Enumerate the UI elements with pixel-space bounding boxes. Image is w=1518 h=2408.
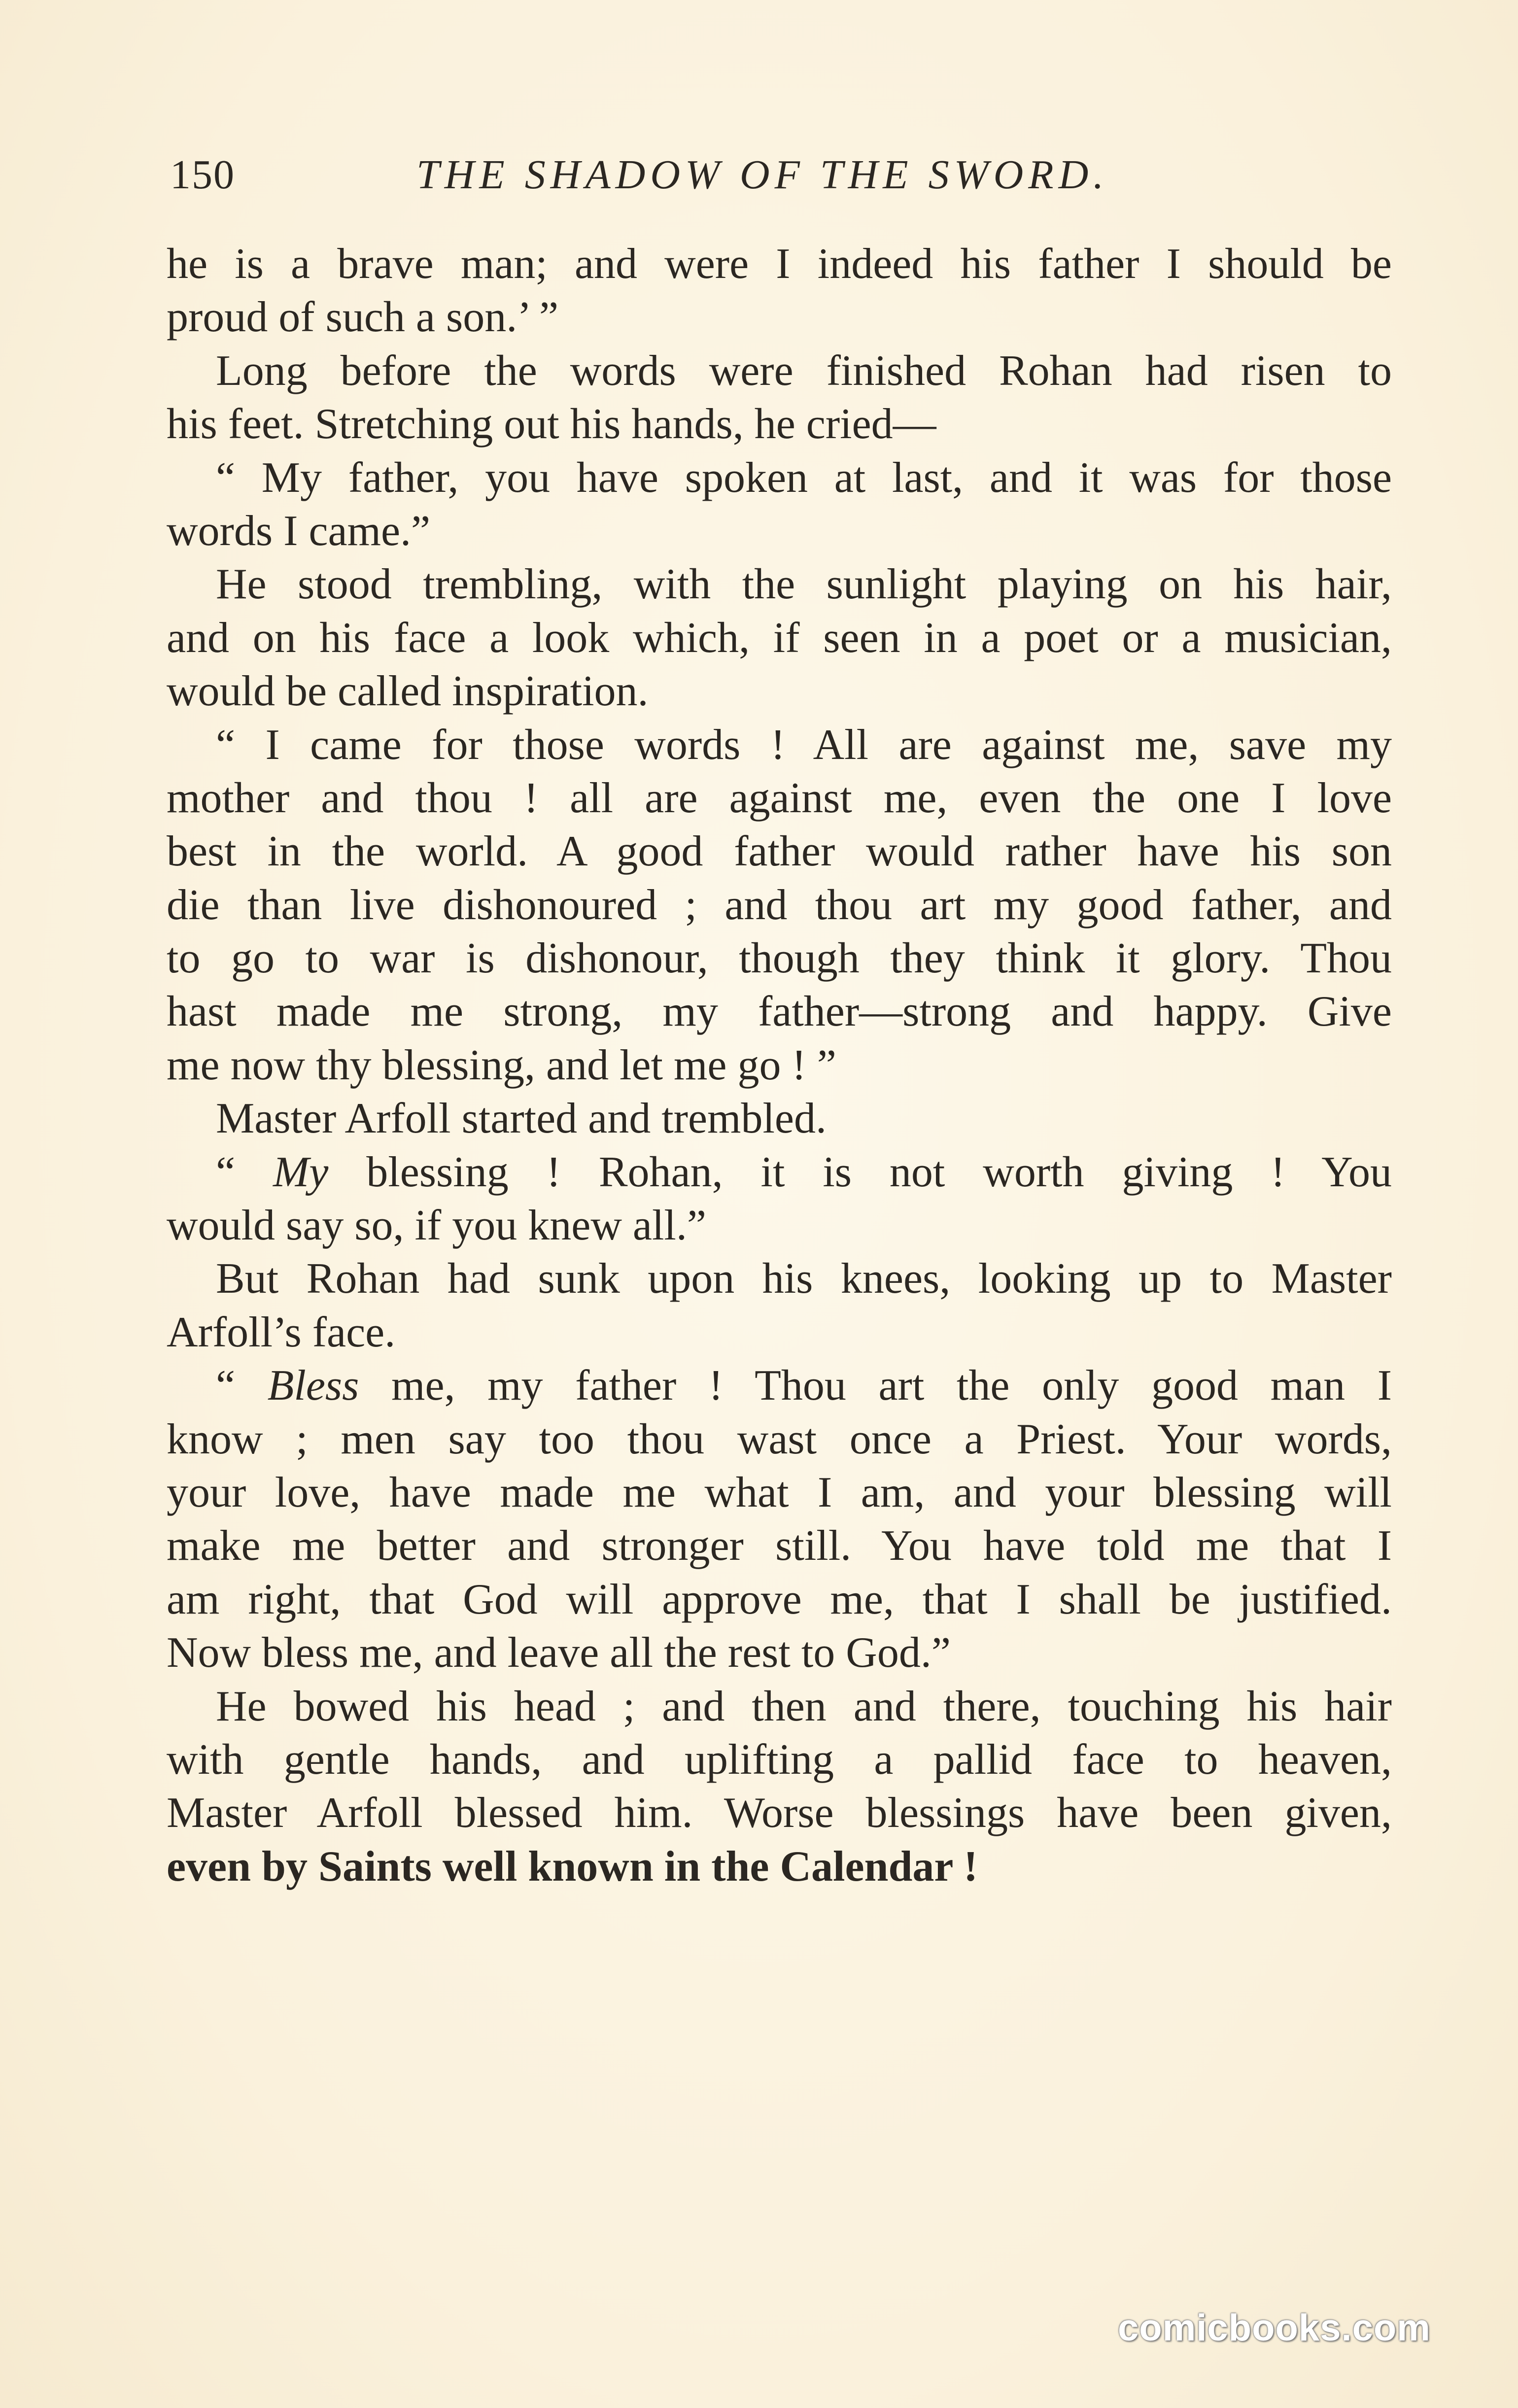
text-line: and on his face a look which, if seen in a poet or a musician, (167, 614, 1392, 662)
text-line: “ I came for those words ! All are against me, save my (216, 721, 1392, 769)
text-line: me now thy blessing, and let me go ! ” (167, 1041, 836, 1089)
text-line: But Rohan had sunk upon his knees, looking up to Master (216, 1255, 1392, 1303)
running-head (170, 148, 1392, 202)
text-run: “ (216, 1362, 268, 1410)
text-line: Master Arfoll started and trembled. (216, 1095, 827, 1143)
text-line: with gentle hands, and uplifting a pallid face to heaven, (167, 1735, 1392, 1784)
text-line (167, 1146, 1392, 1199)
watermark: comicbooks.com (1118, 2307, 1431, 2349)
text-line: mother and thou ! all are against me, even the one I love (167, 774, 1392, 822)
text-line: He bowed his head ; and then and there, touching his hair (216, 1682, 1392, 1730)
text-line: best in the world. A good father would rather have his son (167, 827, 1392, 876)
text-line: know ; men say too thou wast once a Priest. Your words, (167, 1415, 1392, 1463)
text-line: hast made me strong, my father—strong and happy. Give (167, 988, 1392, 1036)
text-line: Master Arfoll blessed him. Worse blessings have been given, (167, 1789, 1392, 1837)
italic-text: My (273, 1148, 329, 1196)
body-text (167, 238, 1392, 1893)
text-line: Now bless me, and leave all the rest to God.” (167, 1629, 951, 1677)
text-line: to go to war is dishonour, though they think it glory. Thou (167, 934, 1392, 983)
text-line: would say so, if you knew all.” (167, 1202, 706, 1250)
text-line: words I came.” (167, 507, 431, 555)
running-title: THE SHADOW OF THE SWORD. (416, 152, 1109, 198)
text-line: your love, have made me what I am, and your blessing will (167, 1468, 1392, 1516)
text-line: “ My father, you have spoken at last, and it was for those (216, 453, 1392, 502)
text-run: “ (216, 1148, 273, 1196)
text-line: make me better and stronger still. You have told me that I (167, 1522, 1392, 1570)
text-line: even by Saints well known in the Calendar ! (167, 1842, 978, 1891)
text-run: me, my father ! Thou art the only good man I (359, 1362, 1392, 1410)
text-line (167, 1359, 1392, 1412)
italic-text: Bless (267, 1362, 359, 1410)
page-number: 150 (170, 152, 235, 198)
text-line: He stood trembling, with the sunlight playing on his hair, (216, 560, 1392, 609)
text-line: would be called inspiration. (167, 667, 649, 716)
text-line: am right, that God will approve me, that I shall be justified. (167, 1575, 1392, 1623)
text-run: blessing ! Rohan, it is not worth giving ! You (328, 1148, 1392, 1196)
text-line: proud of such a son.’ ” (167, 293, 559, 342)
text-line: Long before the words were finished Rohan had risen to (216, 346, 1392, 395)
text-line: die than live dishonoured ; and thou art my good father, and (167, 881, 1392, 929)
text-line: his feet. Stretching out his hands, he cried— (167, 400, 936, 448)
text-line: he is a brave man; and were I indeed his father I should be (167, 240, 1392, 288)
text-line: Arfoll’s face. (167, 1308, 396, 1356)
